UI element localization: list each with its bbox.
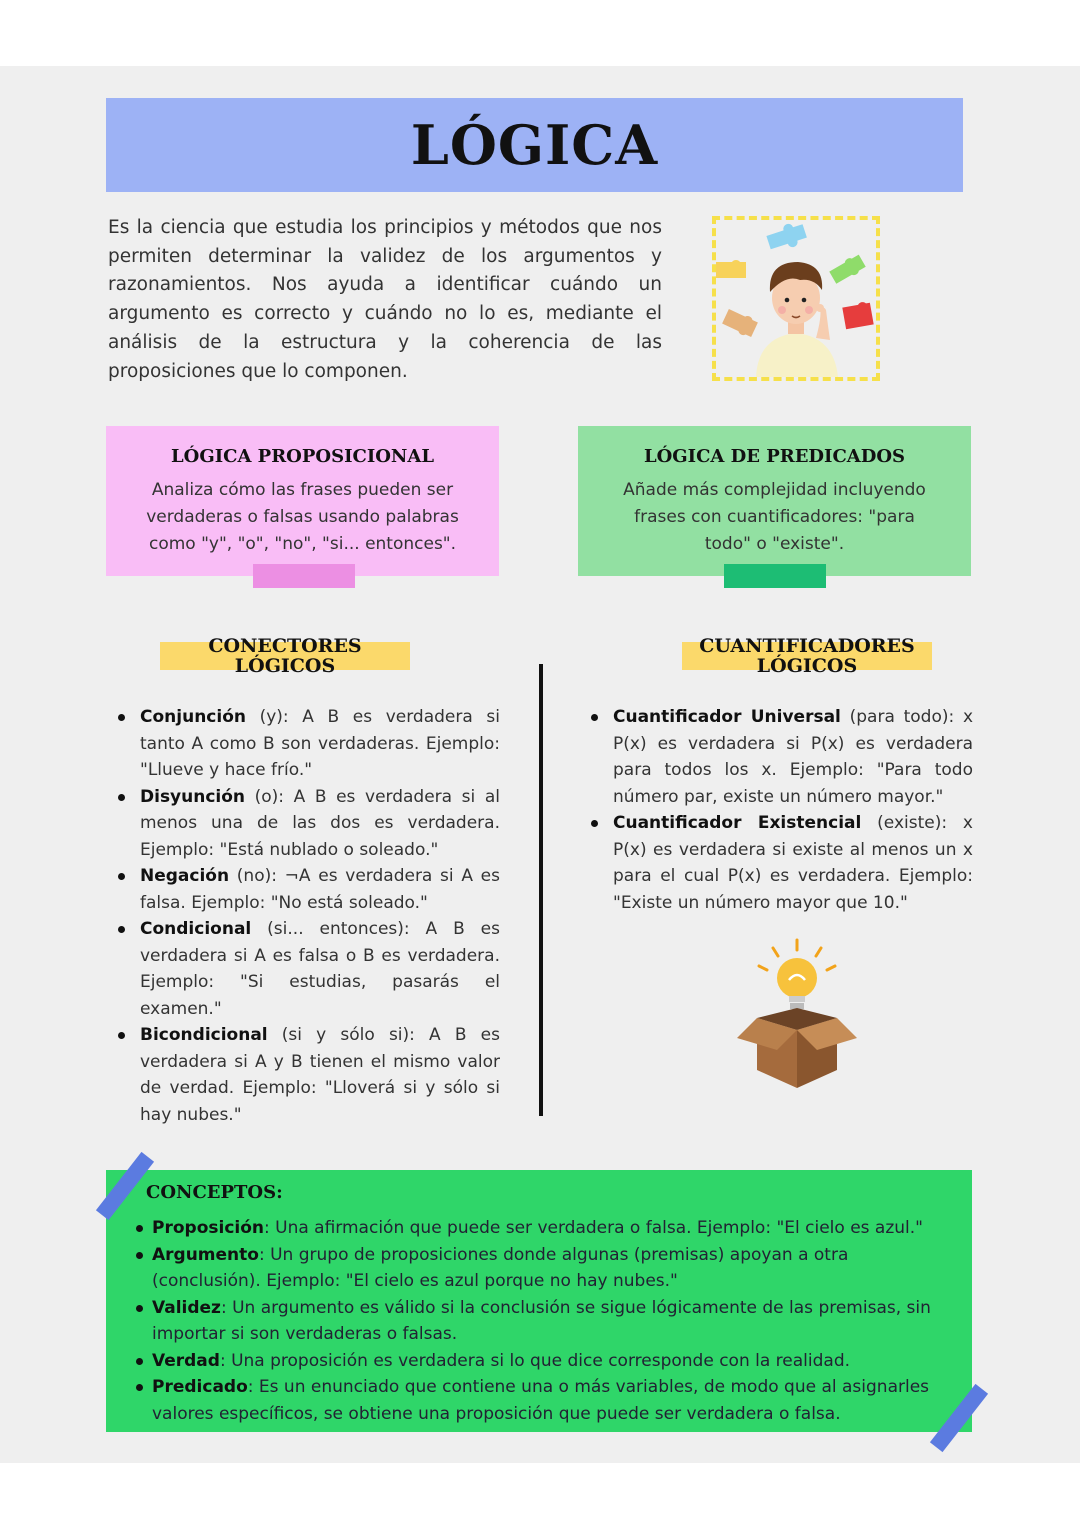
card-predicate-logic [578,426,971,576]
tape-decoration [253,564,355,588]
card-propositional-logic [106,426,499,576]
tape-decoration [724,564,826,588]
term: Cuantificador Existencial [613,813,862,833]
definition: : Es un enunciado que contiene una o más variables, de modo que al asignarles valores específicos, se obtiene una proposición que puede ser verdadera o falsa. [152,1377,930,1424]
card-text: Analiza cómo las frases pueden ser verdaderas o falsas usando palabras como "y", "o", "no", "si... entonces". [146,480,459,554]
page-title: LÓGICA [410,113,659,177]
term: Bicondicional [140,1025,268,1045]
list-item [136,1295,958,1348]
heading-line: LÓGICOS [234,655,336,677]
list-item [136,1348,958,1375]
definition: (si... entonces): A B es verdadera si A es falsa o B es verdadera. Ejemplo: "Si estudias, pasarás el examen." [140,919,500,1019]
title-banner [106,98,963,192]
term: Cuantificador Universal [613,707,841,727]
list-item [136,1374,958,1427]
quantifiers-heading [682,636,932,676]
term: Argumento [152,1244,259,1265]
definition: (para todo): x P(x) es verdadera si P(x) es verdadera para todos los x. Ejemplo: "Para todo número par, existe un número mayor." [613,707,974,807]
definition: (existe): x P(x) es verdadera si existe al menos un x para el cual P(x) es verdadera. Ejemplo: "Existe un número mayor que 10." [613,813,973,913]
list-item [581,704,973,810]
card-title: LÓGICA DE PREDICADOS [643,446,906,467]
list-item [108,704,500,784]
thinking-boy-puzzle-illustration [712,216,880,381]
quantifiers-list [581,704,973,916]
definition: (no): ¬A es verdadera si A es falsa. Ejemplo: "No está soleado." [140,866,500,913]
definition: : Un argumento es válido si la conclusión se sigue lógicamente de las premisas, sin importar si son verdaderas o falsas. [152,1297,931,1344]
definition: : Una proposición es verdadera si lo que dice corresponde con la realidad. [219,1350,851,1371]
card-text: Añade más complejidad incluyendo frases con cuantificadores: "para todo" o "existe". [623,480,926,554]
connectors-list [108,704,500,1128]
concepts-box [106,1170,972,1432]
page [0,66,1080,1463]
lightbulb-box-icon [735,938,860,1093]
heading-line: LÓGICOS [756,655,858,677]
term: Condicional [140,919,252,939]
intro-paragraph: Es la ciencia que estudia los principios y métodos que nos permiten determinar la validez de los argumentos y razonamientos. Nos ayuda a identificar cuándo un argumento es correcto y cuándo no lo es, mediante el análisis de la estructura y la coherencia de las proposiciones que lo componen. [108,217,662,382]
heading-line: CUANTIFICADORES [699,635,915,657]
term: Validez [152,1297,221,1318]
heading-line: CONECTORES [208,635,362,657]
term: Verdad [152,1350,220,1371]
definition: (si y sólo si): A B es verdadera si A y B tienen el mismo valor de verdad. Ejemplo: "Lloverá si y sólo si hay nubes." [140,1025,500,1125]
list-item [136,1215,958,1242]
definition: (o): A B es verdadera si al menos una de las dos es verdadera. Ejemplo: "Está nublado o soleado." [140,786,500,860]
concepts-list [136,1215,958,1427]
definition: (y): A B es verdadera si tanto A como B son verdaderas. Ejemplo: "Llueve y hace frío." [140,707,500,780]
column-divider [539,664,543,1116]
card-title: LÓGICA PROPOSICIONAL [171,446,434,467]
term: Negación [140,866,230,886]
list-item [581,810,973,916]
list-item [108,863,500,916]
list-item [136,1242,958,1295]
term: Conjunción [140,707,246,727]
term: Predicado [152,1377,248,1397]
list-item [108,916,500,1022]
list-item [108,784,500,864]
definition: : Un grupo de proposiciones donde algunas (premisas) apoyan a otra (conclusión). Ejemplo: "El cielo es azul porque no hay nubes." [152,1244,849,1291]
term: Disyunción [140,786,246,807]
connectors-heading [160,636,410,676]
definition: : Una afirmación que puede ser verdadera o falsa. Ejemplo: "El cielo es azul." [264,1218,923,1238]
term: Proposición [152,1218,265,1238]
concepts-title: CONCEPTOS: [146,1182,283,1203]
list-item [108,1022,500,1128]
